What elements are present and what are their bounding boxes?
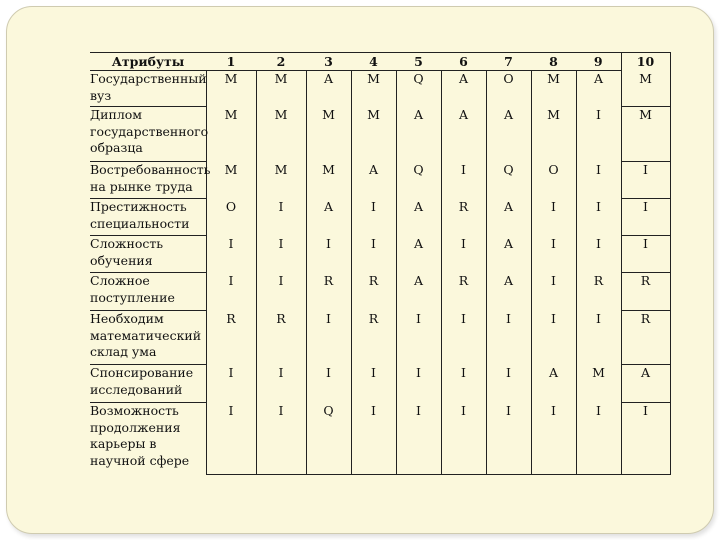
header-attributes: Атрибуты [90,53,206,71]
cell-col-8: M [531,71,576,107]
cell-col-3: A [306,199,351,236]
cell-col-4: I [351,199,396,236]
cell-col-2: M [256,162,306,199]
cell-col-5: I [396,403,441,475]
header-col-1: 1 [206,53,256,71]
cell-col-5: Q [396,162,441,199]
table-row [90,365,670,403]
cell-col-2: I [256,199,306,236]
cell-col-10: M [621,107,670,162]
cell-col-8: I [531,403,576,475]
cell-col-7: A [486,273,531,311]
cell-col-3: I [306,311,351,365]
cell-col-10: I [621,199,670,236]
cell-col-4: I [351,236,396,273]
header-col-9: 9 [576,53,621,71]
cell-col-4: R [351,273,396,311]
table-row [90,403,670,475]
cell-col-3: R [306,273,351,311]
cell-col-7: A [486,236,531,273]
row-label: Востребованность на рынке труда [90,162,206,199]
cell-col-1: I [206,273,256,311]
cell-col-4: M [351,71,396,107]
cell-col-8: I [531,236,576,273]
cell-col-10: A [621,365,670,403]
row-label: Необходим математический склад ума [90,311,206,365]
row-label: Спонсирование исследований [90,365,206,403]
cell-col-10: I [621,403,670,475]
cell-col-3: M [306,162,351,199]
table-row [90,199,670,236]
cell-col-6: I [441,236,486,273]
cell-col-6: I [441,403,486,475]
cell-col-5: I [396,311,441,365]
cell-col-4: I [351,403,396,475]
cell-col-9: I [576,311,621,365]
cell-col-6: I [441,365,486,403]
cell-col-2: M [256,71,306,107]
cell-col-9: A [576,71,621,107]
cell-col-9: I [576,236,621,273]
cell-col-7: I [486,311,531,365]
cell-col-10: M [621,71,670,107]
cell-col-1: M [206,162,256,199]
header-col-8: 8 [531,53,576,71]
cell-col-1: M [206,107,256,162]
cell-col-5: A [396,199,441,236]
cell-col-5: A [396,107,441,162]
cell-col-2: I [256,236,306,273]
cell-col-7: I [486,403,531,475]
cell-col-7: O [486,71,531,107]
cell-col-4: R [351,311,396,365]
cell-col-6: I [441,311,486,365]
cell-col-4: A [351,162,396,199]
row-label: Диплом государственного образца [90,107,206,162]
cell-col-8: I [531,199,576,236]
cell-col-5: A [396,273,441,311]
cell-col-2: I [256,365,306,403]
cell-col-3: I [306,236,351,273]
cell-col-2: I [256,273,306,311]
row-label: Государственный вуз [90,71,206,107]
cell-col-1: I [206,403,256,475]
cell-col-9: I [576,403,621,475]
cell-col-6: A [441,71,486,107]
cell-col-9: I [576,199,621,236]
cell-col-7: Q [486,162,531,199]
cell-col-2: I [256,403,306,475]
cell-col-2: M [256,107,306,162]
cell-col-8: M [531,107,576,162]
cell-col-10: R [621,311,670,365]
table-row [90,311,670,365]
cell-col-6: A [441,107,486,162]
cell-col-8: A [531,365,576,403]
row-label: Сложность обучения [90,236,206,273]
cell-col-8: I [531,311,576,365]
row-label: Сложное поступление [90,273,206,311]
cell-col-1: I [206,365,256,403]
header-col-6: 6 [441,53,486,71]
table-row [90,71,670,107]
cell-col-9: I [576,107,621,162]
cell-col-10: R [621,273,670,311]
header-col-5: 5 [396,53,441,71]
cell-col-4: M [351,107,396,162]
cell-col-1: R [206,311,256,365]
header-col-10: 10 [621,53,670,71]
slide-background [6,6,714,534]
header-col-2: 2 [256,53,306,71]
cell-col-10: I [621,162,670,199]
cell-col-3: Q [306,403,351,475]
table-row [90,107,670,162]
cell-col-1: I [206,236,256,273]
cell-col-5: Q [396,71,441,107]
cell-col-9: M [576,365,621,403]
cell-col-4: I [351,365,396,403]
header-col-3: 3 [306,53,351,71]
cell-col-3: A [306,71,351,107]
attributes-table [90,52,671,475]
cell-col-3: I [306,365,351,403]
row-label: Престижность специальности [90,199,206,236]
cell-col-9: R [576,273,621,311]
table-row [90,236,670,273]
cell-col-10: I [621,236,670,273]
cell-col-2: R [256,311,306,365]
cell-col-3: M [306,107,351,162]
cell-col-8: I [531,273,576,311]
table-row [90,162,670,199]
cell-col-8: O [531,162,576,199]
cell-col-7: A [486,107,531,162]
cell-col-5: A [396,236,441,273]
cell-col-6: R [441,273,486,311]
cell-col-7: I [486,365,531,403]
cell-col-9: I [576,162,621,199]
header-col-7: 7 [486,53,531,71]
cell-col-6: I [441,162,486,199]
cell-col-1: O [206,199,256,236]
cell-col-5: I [396,365,441,403]
row-label: Возможность продолжения карьеры в научной сфере [90,403,206,475]
cell-col-1: M [206,71,256,107]
header-col-4: 4 [351,53,396,71]
table-row [90,273,670,311]
cell-col-7: A [486,199,531,236]
cell-col-6: R [441,199,486,236]
header-row [90,53,670,71]
